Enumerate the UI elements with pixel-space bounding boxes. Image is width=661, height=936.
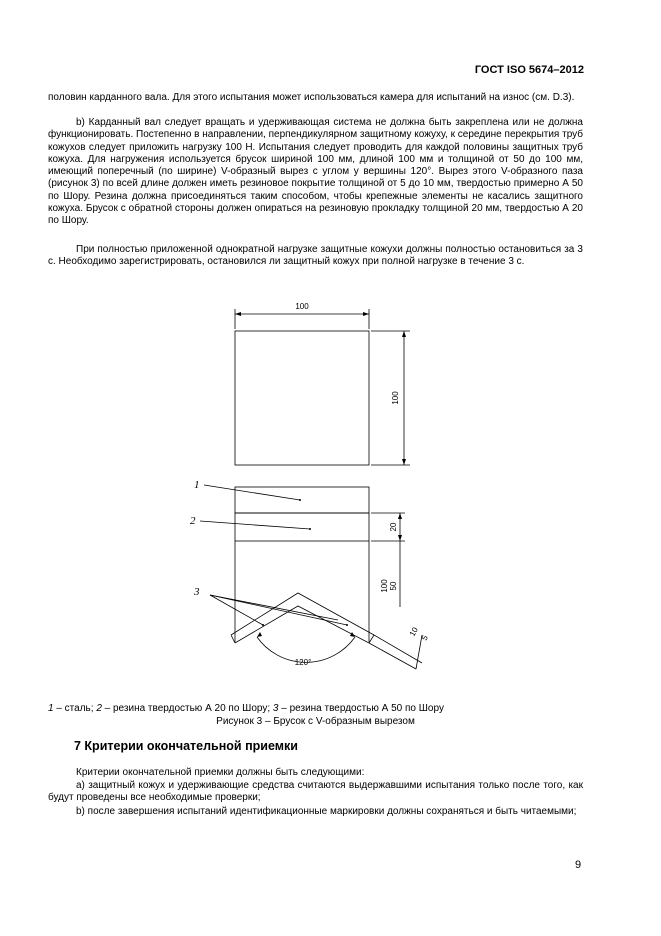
dim-angle: 120° (294, 658, 312, 667)
label-1: 1 (194, 479, 200, 491)
dim-pad-20: 20 (389, 522, 398, 532)
dim-top-width: 100 (295, 302, 309, 311)
dim-body-100: 100 (380, 579, 389, 593)
section-7-item-b: b) после завершения испытаний идентификационные маркировки должны сохраняться и быть читаемыми; (76, 806, 577, 817)
figure-caption: Рисунок 3 – Брусок с V-образным вырезом (216, 716, 415, 727)
label-2: 2 (190, 515, 196, 527)
dim-top-height: 100 (391, 391, 400, 405)
paragraph-continuation: половин карданного вала. Для этого испытания может использоваться камера для испытаний на износ (см. D.3). (48, 92, 575, 103)
section-7-heading: 7 Критерии окончательной приемки (74, 739, 298, 753)
dim-rubber-10: 10 (407, 625, 420, 638)
top-view-square (235, 331, 369, 465)
standard-header: ГОСТ ISO 5674–2012 (474, 64, 584, 76)
figure-3-drawing (160, 295, 460, 675)
paragraph-b: b) Карданный вал следует вращать и удерживающая система не должна быть закреплена или не должна функционировать. Постепенно в направлении, перпендикулярном защитному кожуху, к середине перекрытия труб кожухов следует приложить нагрузку 100 Н. Испытания следует проводить для каждой половины защитных труб кожуха. Для нагружения используется брусок шириной 100 мм, длиной 100 мм и толщиной от 50 до 100 мм, имеющий поперечный (по ширине) V-образный вырез с углом у вершины 120°. Вырез этого V-образного паза (рисунок 3) по всей длине должен иметь резиновое покрытие толщиной от 5 до 10 мм, твердостью примерно А 50 по Шору. Резина должна присоединяться таким способом, чтобы крепежные элементы не касались защитного кожуха. Брусок с обратной стороны должен опираться на резиновую прокладку толщиной 20 мм, твердостью А 20 по Шору. (48, 117, 583, 227)
dim-rubber-5: 5 (419, 633, 430, 642)
paragraph-load: При полностью приложенной однократной нагрузке защитные кожухи должны полностью остановиться за 3 с. Необходимо зарегистрировать, остановился ли защитный кожух при полной нагрузке в течение 3 с. (48, 244, 583, 268)
section-7-intro: Критерии окончательной приемки должны быть следующими: (76, 767, 365, 778)
page-number: 9 (575, 859, 582, 871)
label-3: 3 (194, 586, 200, 598)
dim-body-50: 50 (389, 581, 398, 591)
section-7-item-a: a) защитный кожух и удерживающие средства считаются выдержавшими испытания только после того, как будут проведены все необходимые проверки; (48, 780, 583, 804)
figure-legend: 1 – сталь; 2 – резина твердостью А 20 по Шору; 3 – резина твердостью А 50 по Шору (48, 703, 444, 714)
